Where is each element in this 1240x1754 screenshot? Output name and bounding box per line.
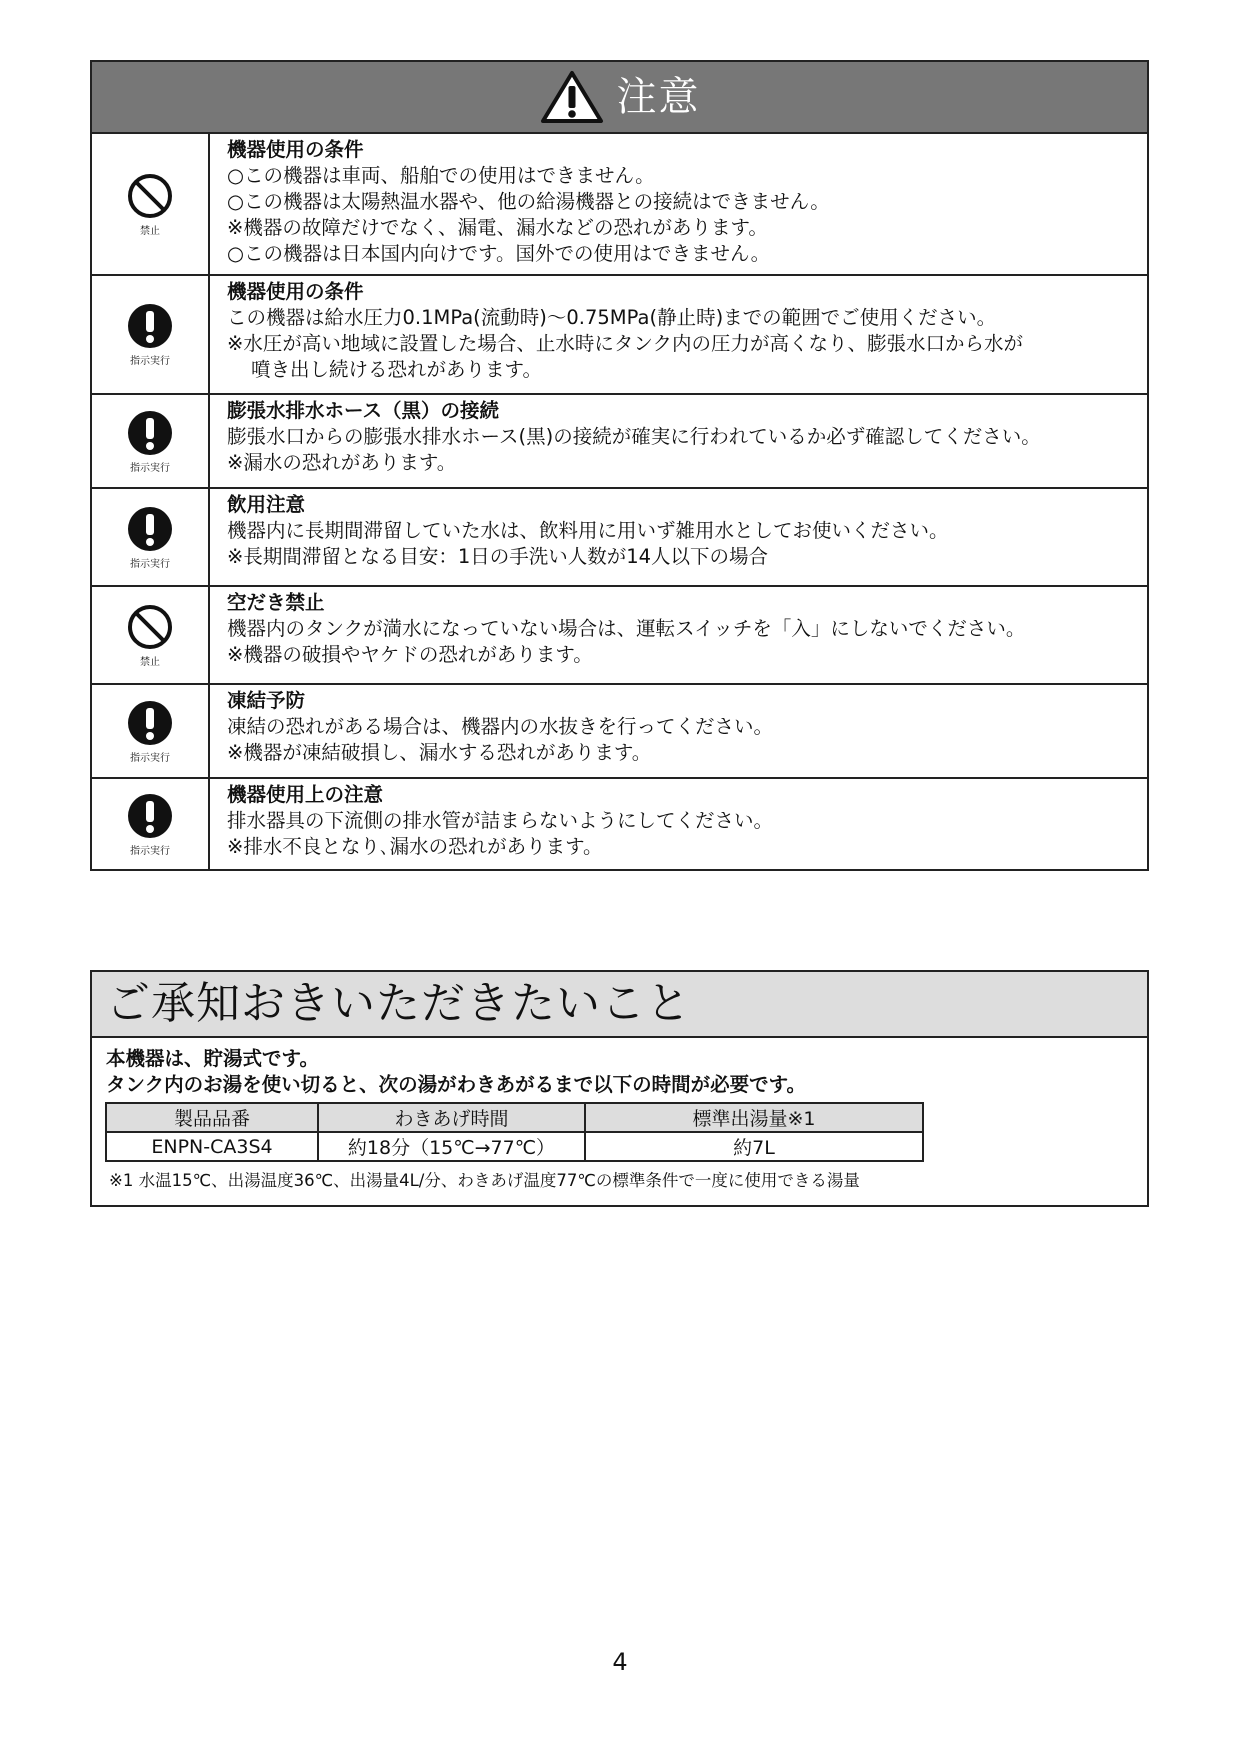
footnote: ※1 水温15℃、出湯温度36℃、出湯量4L/分、わきあげ温度77℃の標準条件で一度に使用できる湯量 <box>109 1171 860 1190</box>
row-line: 膨張水口からの膨張水排水ホース(黒)の接続が確実に行われているか必ず確認してください。 <box>227 425 1041 448</box>
cell-heating-time: 約18分（15℃→77℃） <box>318 1132 585 1161</box>
table-header-row <box>106 1103 923 1132</box>
text-cell <box>210 276 1035 393</box>
icon-cell <box>92 489 210 585</box>
intro-line: タンク内のお湯を使い切ると、次の湯がわきあがるまで以下の時間が必要です。 <box>106 1073 807 1096</box>
icon-label: 指示実行 <box>130 752 170 764</box>
row-line: ※排水不良となり､漏水の恐れがあります。 <box>227 835 603 858</box>
row-heading: 飲用注意 <box>227 493 306 516</box>
row-line: ※水圧が高い地域に設置した場合、止水時にタンク内の圧力が高くなり、膨張水口から水が <box>227 332 1023 355</box>
row-line: ※機器が凍結破損し、漏水する恐れがあります。 <box>227 741 652 764</box>
caution-row <box>92 276 1147 395</box>
row-line: 排水器具の下流側の排水管が詰まらないようにしてください。 <box>227 809 774 832</box>
row-heading: 機器使用の条件 <box>227 138 364 161</box>
icon-cell <box>92 587 210 683</box>
caution-title: 注意 <box>616 74 701 120</box>
caution-row <box>92 587 1147 685</box>
spec-table <box>105 1102 924 1162</box>
notice-intro <box>92 1038 1147 1098</box>
icon-label: 指示実行 <box>130 845 170 857</box>
header-output-volume: 標準出湯量※1 <box>585 1103 923 1132</box>
row-line: この機器は給水圧力0.1MPa(流動時)～0.75MPa(静止時)までの範囲でご使用ください。 <box>227 306 997 329</box>
icon-label: 禁止 <box>140 225 160 237</box>
prohibition-icon <box>126 172 174 220</box>
caution-header <box>92 62 1147 134</box>
icon-cell <box>92 685 210 777</box>
mandatory-action-icon <box>126 302 174 350</box>
row-heading: 機器使用上の注意 <box>227 783 384 806</box>
row-line: ※漏水の恐れがあります。 <box>227 451 457 474</box>
intro-line: 本機器は、貯湯式です。 <box>106 1047 319 1070</box>
caution-table <box>90 60 1149 871</box>
row-line: 凍結の恐れがある場合は、機器内の水抜きを行ってください。 <box>227 715 774 738</box>
table-row <box>106 1132 923 1161</box>
text-cell <box>210 395 1053 487</box>
row-line: ○この機器は太陽熱温水器や、他の給湯機器との接続はできません。 <box>227 190 830 213</box>
row-line: ※機器の破損やヤケドの恐れがあります。 <box>227 643 593 666</box>
caution-row <box>92 685 1147 779</box>
row-line: 機器内に長期間滞留していた水は、飲料用に用いず雑用水としてお使いください。 <box>227 519 949 542</box>
row-heading: 膨張水排水ホース（黒）の接続 <box>227 399 500 422</box>
caution-row <box>92 395 1147 489</box>
row-line: ※機器の故障だけでなく、漏電、漏水などの恐れがあります。 <box>227 216 768 239</box>
row-line: 機器内のタンクが満水になっていない場合は、運転スイッチを「入」にしないでください。 <box>227 617 1026 640</box>
text-cell <box>210 685 785 777</box>
mandatory-action-icon <box>126 792 174 840</box>
icon-cell <box>92 779 210 869</box>
icon-label: 禁止 <box>140 656 160 668</box>
caution-row <box>92 134 1147 276</box>
row-line: 噴き出し続ける恐れがあります。 <box>251 358 542 381</box>
icon-label: 指示実行 <box>130 462 170 474</box>
icon-cell <box>92 276 210 393</box>
icon-cell <box>92 134 210 274</box>
row-heading: 空だき禁止 <box>227 591 325 614</box>
header-heating-time: わきあげ時間 <box>318 1103 585 1132</box>
cell-output-volume: 約7L <box>585 1132 923 1161</box>
mandatory-action-icon <box>126 699 174 747</box>
notice-title: ご承知おきいただきたいこと <box>92 972 1147 1038</box>
icon-label: 指示実行 <box>130 356 170 367</box>
icon-cell <box>92 395 210 487</box>
text-cell <box>210 134 842 274</box>
row-heading: 凍結予防 <box>227 689 306 712</box>
text-cell <box>210 489 961 585</box>
row-line: ○この機器は車両、船舶での使用はできません。 <box>227 164 655 187</box>
header-model: 製品品番 <box>106 1103 318 1132</box>
page-number: 4 <box>612 1648 628 1676</box>
prohibition-icon <box>126 603 174 651</box>
row-heading: 機器使用の条件 <box>227 280 364 303</box>
text-cell <box>210 587 1037 683</box>
notice-section <box>90 970 1149 1207</box>
caution-row <box>92 779 1147 869</box>
warning-triangle-icon <box>539 69 605 125</box>
mandatory-action-icon <box>126 409 174 457</box>
row-line: ※長期間滞留となる目安：1日の手洗い人数が14人以下の場合 <box>227 545 769 568</box>
row-line: ○この機器は日本国内向けです。国外での使用はできません。 <box>227 242 771 265</box>
cell-model: ENPN-CA3S4 <box>106 1132 318 1161</box>
icon-label: 指示実行 <box>130 558 170 570</box>
text-cell <box>210 779 785 869</box>
mandatory-action-icon <box>126 505 174 553</box>
caution-row <box>92 489 1147 587</box>
